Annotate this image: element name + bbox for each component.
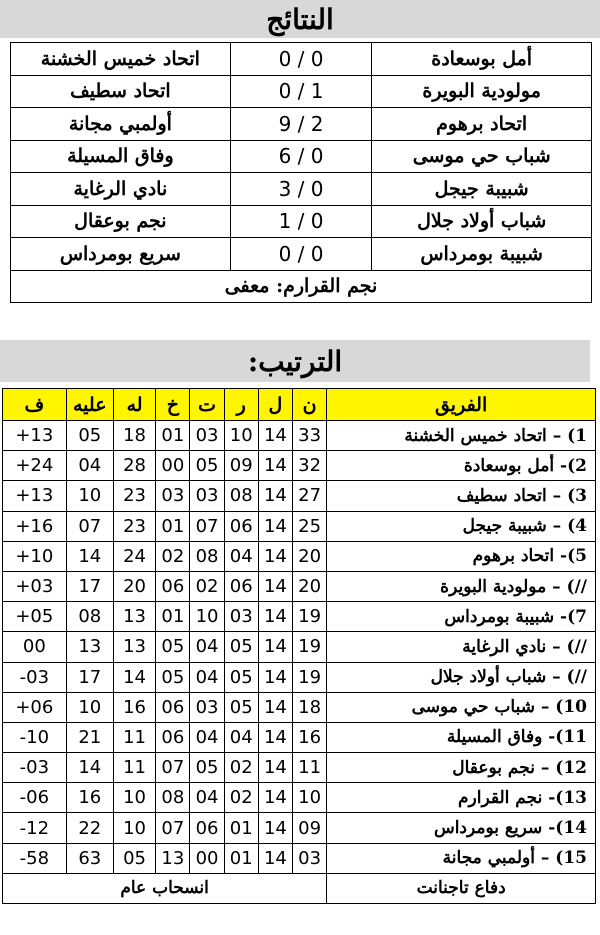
standing-goals-for: 13 bbox=[113, 602, 155, 632]
standing-goals-for: 20 bbox=[113, 571, 155, 601]
standing-won: 05 bbox=[224, 662, 258, 692]
standing-drawn: 06 bbox=[190, 813, 224, 843]
match-score: 0 / 0 bbox=[230, 238, 372, 271]
standings-row bbox=[3, 481, 596, 511]
match-row bbox=[11, 75, 592, 108]
header-played: ل bbox=[258, 389, 292, 421]
away-team: اتحاد خميس الخشنة bbox=[11, 43, 231, 76]
home-team: اتحاد برهوم bbox=[372, 108, 592, 141]
standing-goals-for: 18 bbox=[113, 421, 155, 451]
standing-points: 18 bbox=[293, 692, 327, 722]
standing-won: 08 bbox=[224, 481, 258, 511]
home-team: أمل بوسعادة bbox=[372, 43, 592, 76]
standing-goal-diff: +24 bbox=[3, 451, 67, 481]
standings-row bbox=[3, 692, 596, 722]
away-team: نادي الرغاية bbox=[11, 173, 231, 206]
standing-goals-for: 14 bbox=[113, 662, 155, 692]
standings-title-text: الترتيب: bbox=[247, 344, 343, 378]
standing-drawn: 02 bbox=[190, 571, 224, 601]
standing-points: 16 bbox=[293, 722, 327, 752]
standing-drawn: 07 bbox=[190, 511, 224, 541]
standing-lost: 01 bbox=[156, 602, 190, 632]
standings-title bbox=[0, 340, 590, 382]
standings-body bbox=[3, 421, 596, 904]
standing-goals-against: 05 bbox=[66, 421, 113, 451]
standings-row bbox=[3, 541, 596, 571]
standing-drawn: 00 bbox=[190, 843, 224, 873]
standings-row bbox=[3, 602, 596, 632]
standing-team: 5)- اتحاد برهوم bbox=[327, 541, 596, 571]
standing-points: 09 bbox=[293, 813, 327, 843]
standing-lost: 06 bbox=[156, 722, 190, 752]
standing-goal-diff: +13 bbox=[3, 481, 67, 511]
standing-won: 02 bbox=[224, 753, 258, 783]
standing-drawn: 04 bbox=[190, 662, 224, 692]
standing-played: 14 bbox=[258, 843, 292, 873]
standing-lost: 05 bbox=[156, 632, 190, 662]
standing-won: 03 bbox=[224, 602, 258, 632]
standing-goals-for: 16 bbox=[113, 692, 155, 722]
standings-row bbox=[3, 451, 596, 481]
standing-drawn: 05 bbox=[190, 753, 224, 783]
standing-goals-for: 11 bbox=[113, 722, 155, 752]
standing-won: 10 bbox=[224, 421, 258, 451]
standing-goals-against: 10 bbox=[66, 692, 113, 722]
standing-points: 19 bbox=[293, 662, 327, 692]
standing-team: //) – شباب أولاد جلال bbox=[327, 662, 596, 692]
standing-team: //) – نادي الرغاية bbox=[327, 632, 596, 662]
standing-won: 04 bbox=[224, 722, 258, 752]
standing-lost: 06 bbox=[156, 692, 190, 722]
standing-points: 33 bbox=[293, 421, 327, 451]
standing-goal-diff: 00 bbox=[3, 632, 67, 662]
standings-row bbox=[3, 662, 596, 692]
standing-drawn: 03 bbox=[190, 692, 224, 722]
standing-goal-diff: +03 bbox=[3, 571, 67, 601]
standing-points: 19 bbox=[293, 632, 327, 662]
standing-goal-diff: -03 bbox=[3, 753, 67, 783]
standing-drawn: 08 bbox=[190, 541, 224, 571]
standing-drawn: 04 bbox=[190, 783, 224, 813]
standing-won: 06 bbox=[224, 511, 258, 541]
standings-row bbox=[3, 421, 596, 451]
standings-row bbox=[3, 843, 596, 873]
standings-row bbox=[3, 753, 596, 783]
standing-goals-against: 10 bbox=[66, 481, 113, 511]
standing-won: 05 bbox=[224, 692, 258, 722]
standing-goal-diff: +16 bbox=[3, 511, 67, 541]
header-won: ر bbox=[224, 389, 258, 421]
standing-played: 14 bbox=[258, 511, 292, 541]
results-table bbox=[10, 42, 592, 303]
standing-played: 14 bbox=[258, 753, 292, 783]
match-row bbox=[11, 205, 592, 238]
results-title-text: النتائج bbox=[266, 2, 334, 36]
standing-played: 14 bbox=[258, 722, 292, 752]
standing-goals-for: 13 bbox=[113, 632, 155, 662]
standing-drawn: 04 bbox=[190, 632, 224, 662]
standing-team: 15) – أولمبي مجانة bbox=[327, 843, 596, 873]
standing-lost: 07 bbox=[156, 813, 190, 843]
standing-played: 14 bbox=[258, 602, 292, 632]
standing-team: 1) – اتحاد خميس الخشنة bbox=[327, 421, 596, 451]
standings-row bbox=[3, 722, 596, 752]
standings-row bbox=[3, 511, 596, 541]
standing-team: //) – مولودية البويرة bbox=[327, 571, 596, 601]
standing-lost: 05 bbox=[156, 662, 190, 692]
standing-points: 10 bbox=[293, 783, 327, 813]
home-team: شباب حي موسى bbox=[372, 140, 592, 173]
standing-team: 10) – شباب حي موسى bbox=[327, 692, 596, 722]
withdrawn-team: دفاع تاجنانت bbox=[327, 873, 596, 903]
standing-goal-diff: +10 bbox=[3, 541, 67, 571]
home-team: شبيبة جيجل bbox=[372, 173, 592, 206]
standing-goal-diff: +13 bbox=[3, 421, 67, 451]
standing-goals-for: 05 bbox=[113, 843, 155, 873]
standing-goals-against: 17 bbox=[66, 571, 113, 601]
match-score: 1 / 0 bbox=[230, 205, 372, 238]
header-drawn: ت bbox=[190, 389, 224, 421]
standing-lost: 07 bbox=[156, 753, 190, 783]
match-row bbox=[11, 238, 592, 271]
away-team: أولمبي مجانة bbox=[11, 108, 231, 141]
standing-goals-against: 22 bbox=[66, 813, 113, 843]
match-score: 3 / 0 bbox=[230, 173, 372, 206]
standing-drawn: 04 bbox=[190, 722, 224, 752]
standing-played: 14 bbox=[258, 571, 292, 601]
standing-played: 14 bbox=[258, 632, 292, 662]
standing-goals-against: 08 bbox=[66, 602, 113, 632]
standing-drawn: 03 bbox=[190, 481, 224, 511]
standing-goals-for: 11 bbox=[113, 753, 155, 783]
standing-points: 20 bbox=[293, 571, 327, 601]
standing-goals-against: 14 bbox=[66, 753, 113, 783]
match-row bbox=[11, 108, 592, 141]
standing-team: 4) – شبيبة جيجل bbox=[327, 511, 596, 541]
standing-goal-diff: +06 bbox=[3, 692, 67, 722]
standing-team: 3) – اتحاد سطيف bbox=[327, 481, 596, 511]
standing-played: 14 bbox=[258, 662, 292, 692]
away-team: نجم بوعقال bbox=[11, 205, 231, 238]
home-team: شبيبة بومرداس bbox=[372, 238, 592, 271]
standing-points: 32 bbox=[293, 451, 327, 481]
standing-won: 04 bbox=[224, 541, 258, 571]
home-team: مولودية البويرة bbox=[372, 75, 592, 108]
standing-won: 06 bbox=[224, 571, 258, 601]
away-team: اتحاد سطيف bbox=[11, 75, 231, 108]
standing-lost: 08 bbox=[156, 783, 190, 813]
standing-goals-against: 21 bbox=[66, 722, 113, 752]
standing-goals-for: 10 bbox=[113, 783, 155, 813]
away-team: سريع بومرداس bbox=[11, 238, 231, 271]
standing-drawn: 10 bbox=[190, 602, 224, 632]
away-team: وفاق المسيلة bbox=[11, 140, 231, 173]
standing-points: 25 bbox=[293, 511, 327, 541]
match-score: 9 / 2 bbox=[230, 108, 372, 141]
standing-points: 19 bbox=[293, 602, 327, 632]
standing-drawn: 05 bbox=[190, 451, 224, 481]
standing-team: 2)- أمل بوسعادة bbox=[327, 451, 596, 481]
standing-lost: 02 bbox=[156, 541, 190, 571]
standing-goals-for: 24 bbox=[113, 541, 155, 571]
standing-goal-diff: +05 bbox=[3, 602, 67, 632]
standing-goals-against: 07 bbox=[66, 511, 113, 541]
header-lost: خ bbox=[156, 389, 190, 421]
standings-row bbox=[3, 813, 596, 843]
standing-points: 11 bbox=[293, 753, 327, 783]
standing-team: 11)- وفاق المسيلة bbox=[327, 722, 596, 752]
standing-goals-for: 23 bbox=[113, 511, 155, 541]
standing-goal-diff: -12 bbox=[3, 813, 67, 843]
standing-goals-for: 23 bbox=[113, 481, 155, 511]
standing-points: 27 bbox=[293, 481, 327, 511]
standing-team: 13)- نجم القرارم bbox=[327, 783, 596, 813]
standing-played: 14 bbox=[258, 451, 292, 481]
match-score: 0 / 0 bbox=[230, 43, 372, 76]
standing-goals-for: 28 bbox=[113, 451, 155, 481]
standings-row bbox=[3, 632, 596, 662]
standing-goals-against: 17 bbox=[66, 662, 113, 692]
standing-played: 14 bbox=[258, 783, 292, 813]
home-team: شباب أولاد جلال bbox=[372, 205, 592, 238]
standing-goals-against: 04 bbox=[66, 451, 113, 481]
match-row bbox=[11, 43, 592, 76]
standing-played: 14 bbox=[258, 813, 292, 843]
standing-goals-for: 10 bbox=[113, 813, 155, 843]
standing-played: 14 bbox=[258, 481, 292, 511]
standing-won: 05 bbox=[224, 632, 258, 662]
standings-table bbox=[2, 388, 596, 904]
withdrawn-row bbox=[3, 873, 596, 903]
match-score: 0 / 1 bbox=[230, 75, 372, 108]
header-goal-diff: ف bbox=[3, 389, 67, 421]
standing-goal-diff: -03 bbox=[3, 662, 67, 692]
standing-won: 01 bbox=[224, 843, 258, 873]
standing-goals-against: 63 bbox=[66, 843, 113, 873]
standing-lost: 00 bbox=[156, 451, 190, 481]
bye-row bbox=[11, 270, 592, 302]
header-points: ن bbox=[293, 389, 327, 421]
standing-goal-diff: -06 bbox=[3, 783, 67, 813]
header-goals-for: له bbox=[113, 389, 155, 421]
standing-lost: 03 bbox=[156, 481, 190, 511]
standings-header-row bbox=[3, 389, 596, 421]
standing-goal-diff: -58 bbox=[3, 843, 67, 873]
standing-lost: 01 bbox=[156, 511, 190, 541]
standing-played: 14 bbox=[258, 421, 292, 451]
standings-row bbox=[3, 783, 596, 813]
header-team: الفريق bbox=[327, 389, 596, 421]
standing-lost: 06 bbox=[156, 571, 190, 601]
standing-points: 03 bbox=[293, 843, 327, 873]
standing-team: 12) – نجم بوعقال bbox=[327, 753, 596, 783]
standing-drawn: 03 bbox=[190, 421, 224, 451]
standing-lost: 01 bbox=[156, 421, 190, 451]
standing-won: 01 bbox=[224, 813, 258, 843]
standing-won: 09 bbox=[224, 451, 258, 481]
standing-played: 14 bbox=[258, 541, 292, 571]
standing-goal-diff: -10 bbox=[3, 722, 67, 752]
results-title bbox=[0, 0, 600, 38]
standing-points: 20 bbox=[293, 541, 327, 571]
standing-goals-against: 14 bbox=[66, 541, 113, 571]
standing-team: 7)- شبيبة بومرداس bbox=[327, 602, 596, 632]
match-score: 6 / 0 bbox=[230, 140, 372, 173]
match-row bbox=[11, 140, 592, 173]
header-goals-against: عليه bbox=[66, 389, 113, 421]
standing-goals-against: 16 bbox=[66, 783, 113, 813]
standing-team: 14)- سريع بومرداس bbox=[327, 813, 596, 843]
match-row bbox=[11, 173, 592, 206]
standing-goals-against: 13 bbox=[66, 632, 113, 662]
standing-won: 02 bbox=[224, 783, 258, 813]
standings-row bbox=[3, 571, 596, 601]
bye-note: نجم القرارم: معفى bbox=[11, 270, 592, 302]
standing-played: 14 bbox=[258, 692, 292, 722]
standing-lost: 13 bbox=[156, 843, 190, 873]
withdrawn-status: انسحاب عام bbox=[3, 873, 327, 903]
